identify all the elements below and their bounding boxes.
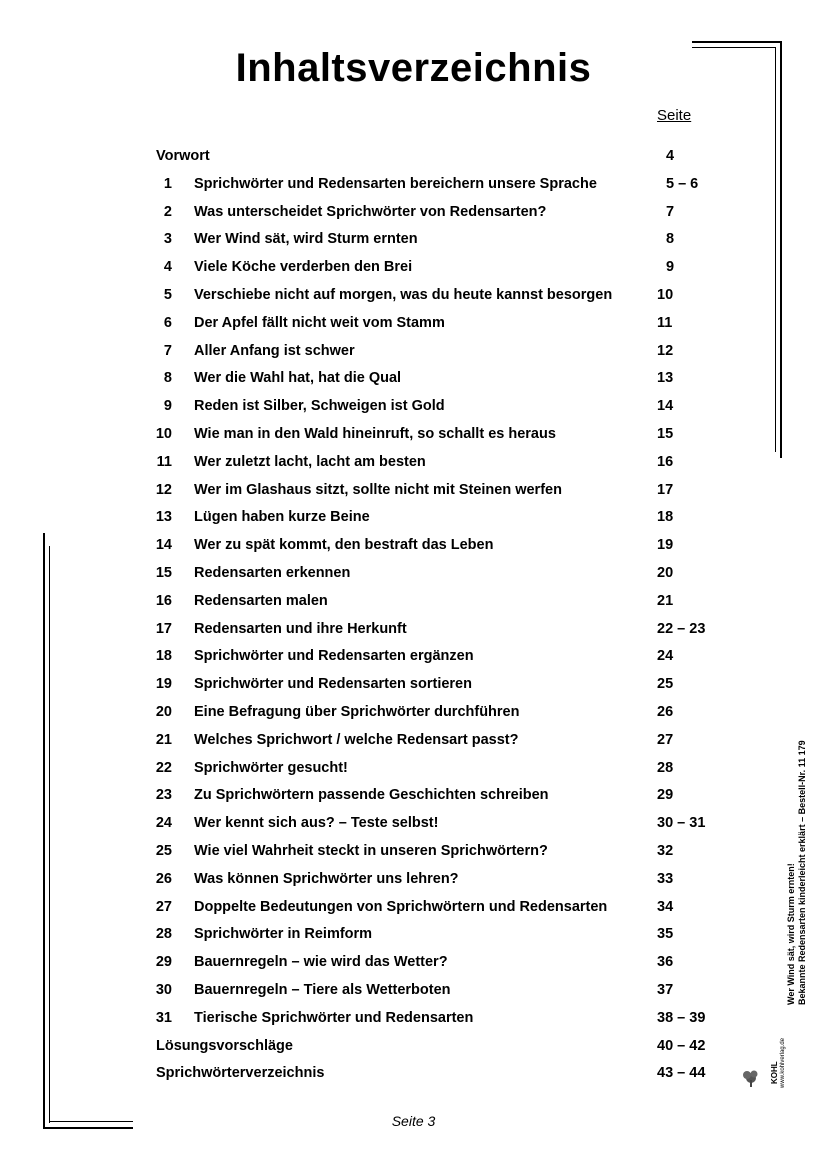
toc-entry-number: 10 — [155, 426, 172, 442]
toc-entry-number: 2 — [163, 203, 172, 220]
toc-entry-number: 6 — [163, 314, 172, 331]
frame-top-line-outer — [692, 41, 782, 43]
toc-entry-number: 16 — [155, 592, 172, 609]
toc-entry-number: 3 — [163, 231, 172, 248]
toc-entry-label: Zu Sprichwörtern passende Geschichten schreiben — [194, 787, 549, 804]
toc-entry-number: 11 — [156, 453, 172, 470]
toc-entry-number: 26 — [155, 870, 172, 887]
toc-entry — [0, 509, 827, 529]
toc-entry-page: 34 — [657, 898, 674, 915]
toc-entry-page: 26 — [657, 704, 674, 720]
publisher-url: www.kohlverlag.de — [780, 1037, 786, 1088]
toc-entry-label: Wer zuletzt lacht, lacht am besten — [194, 453, 426, 470]
toc-entry-label: Wie man in den Wald hineinruft, so schallt es heraus — [194, 426, 556, 442]
toc-entry-page: 17 — [657, 481, 674, 498]
toc-entry-page: 32 — [657, 843, 674, 859]
toc-entry-number: 17 — [155, 620, 172, 637]
toc-entry-number: 1 — [163, 175, 172, 192]
toc-entry — [0, 315, 827, 335]
toc-entry — [0, 231, 827, 251]
toc-entry-label: Sprichwörter in Reimform — [194, 926, 373, 943]
toc-entry — [0, 343, 827, 363]
toc-entry-page: 38 – 39 — [657, 1009, 706, 1026]
toc-entry-label: Doppelte Bedeutungen von Sprichwörtern und Redensarten — [194, 898, 608, 915]
toc-entry-number: 19 — [155, 676, 172, 693]
toc-entry-label: Wer die Wahl hat, hat die Qual — [194, 370, 402, 387]
toc-entry-page: 14 — [657, 398, 674, 415]
toc-entry-label: Wer kennt sich aus? – Teste selbst! — [194, 815, 439, 832]
toc-entry — [0, 704, 827, 724]
toc-entry-label: Vorwort — [156, 148, 210, 164]
toc-entry-page: 37 — [657, 982, 674, 998]
toc-entry-page: 9 — [666, 259, 675, 276]
page-number-footer: Seite 3 — [391, 1113, 436, 1129]
publisher-name: KOHL — [770, 1061, 779, 1084]
toc-entry-page: 8 — [666, 231, 675, 248]
toc-entry-number: 27 — [155, 898, 172, 915]
toc-entry-page: 24 — [657, 648, 674, 665]
toc-entry-page: 11 — [657, 314, 673, 331]
toc-entry-number: 15 — [155, 565, 172, 581]
toc-entry — [0, 982, 827, 1002]
toc-entry-number: 18 — [155, 648, 172, 665]
toc-entry-number: 12 — [155, 481, 172, 498]
toc-entry-page: 35 — [657, 926, 674, 943]
toc-entry-label: Sprichwörter und Redensarten bereichern unsere Sprache — [194, 175, 597, 192]
frame-top-line-inner — [692, 47, 776, 48]
toc-entry — [0, 426, 827, 446]
toc-entry — [0, 621, 827, 641]
toc-entry-page: 40 – 42 — [657, 1037, 706, 1054]
toc-entry-label: Wer Wind sät, wird Sturm ernten — [194, 231, 418, 248]
toc-entry — [0, 565, 827, 585]
toc-entry-page: 18 — [657, 509, 674, 526]
toc-entry-label: Tierische Sprichwörter und Redensarten — [194, 1009, 474, 1026]
toc-entry — [0, 259, 827, 279]
toc-entry — [0, 398, 827, 418]
toc-entry-number: 8 — [163, 370, 172, 387]
toc-entry-page: 5 – 6 — [666, 175, 699, 192]
toc-entry — [0, 370, 827, 390]
toc-entry — [0, 899, 827, 919]
toc-entry — [0, 287, 827, 307]
toc-entry-number: 5 — [163, 287, 172, 303]
toc-entry-label: Redensarten malen — [194, 592, 328, 609]
toc-entry-page: 15 — [657, 426, 674, 442]
toc-entry-page: 7 — [666, 203, 675, 220]
toc-entry-number: 20 — [155, 704, 172, 720]
toc-entry — [0, 954, 827, 974]
toc-entry-number: 14 — [155, 537, 172, 554]
toc-entry — [0, 1038, 827, 1058]
toc-entry-page: 36 — [657, 954, 674, 971]
toc-entry-page: 27 — [657, 731, 674, 748]
toc-entry-number: 28 — [155, 926, 172, 943]
toc-entry-page: 33 — [657, 870, 674, 887]
toc-entry-number: 30 — [155, 982, 172, 998]
toc-entry — [0, 482, 827, 502]
toc-entry-number: 21 — [155, 731, 172, 748]
toc-entry — [0, 593, 827, 613]
toc-entry — [0, 787, 827, 807]
toc-entry-page: 43 – 44 — [657, 1065, 706, 1082]
frame-left-line-inner — [49, 546, 50, 1123]
toc-entry-label: Wie viel Wahrheit steckt in unseren Sprichwörtern? — [194, 843, 548, 859]
toc-entry — [0, 815, 827, 835]
toc-entry-number: 13 — [155, 509, 172, 526]
toc-entry-page: 28 — [657, 759, 674, 776]
toc-entry — [0, 1065, 827, 1085]
toc-entry-number: 25 — [155, 843, 172, 859]
publisher-logo — [742, 1020, 786, 1090]
toc-entry-number: 4 — [163, 259, 172, 276]
toc-entry-number: 7 — [163, 342, 172, 359]
frame-right-line-outer — [780, 41, 782, 458]
toc-entry-label: Der Apfel fällt nicht weit vom Stamm — [194, 314, 445, 331]
toc-entry — [0, 537, 827, 557]
toc-entry-number: 31 — [155, 1009, 172, 1026]
side-book-subtitle: Bekannte Redensarten kinderleicht erklärt – Bestell-Nr. 11 179 — [797, 740, 807, 1005]
toc-entry-label: Verschiebe nicht auf morgen, was du heute kannst besorgen — [194, 287, 613, 303]
toc-entry-label: Was können Sprichwörter uns lehren? — [194, 870, 459, 887]
toc-entry — [0, 176, 827, 196]
toc-entry — [0, 648, 827, 668]
toc-entry-number: 9 — [163, 398, 172, 415]
toc-entry-label: Bauernregeln – wie wird das Wetter? — [194, 954, 448, 971]
toc-entry-label: Wer zu spät kommt, den bestraft das Leben — [194, 537, 494, 554]
page-title: Inhaltsverzeichnis — [235, 46, 592, 90]
toc-entry-page: 30 – 31 — [657, 815, 706, 832]
toc-entry-label: Wer im Glashaus sitzt, sollte nicht mit Steinen werfen — [194, 481, 562, 498]
toc-entry-label: Sprichwörter und Redensarten sortieren — [194, 676, 472, 693]
toc-entry-label: Lügen haben kurze Beine — [194, 509, 370, 526]
toc-entry — [0, 454, 827, 474]
toc-entry-label: Sprichwörter gesucht! — [194, 759, 348, 776]
toc-entry-label: Sprichwörter und Redensarten ergänzen — [194, 648, 474, 665]
frame-right-line-inner — [775, 47, 776, 452]
toc-entry-page: 13 — [657, 370, 674, 387]
toc-entry-label: Reden ist Silber, Schweigen ist Gold — [194, 398, 445, 415]
toc-entry-page: 19 — [657, 537, 674, 554]
toc-entry — [0, 760, 827, 780]
toc-entry-number: 29 — [155, 954, 172, 971]
toc-entry — [0, 676, 827, 696]
side-book-title: Wer Wind sät, wird Sturm ernten! — [786, 863, 796, 1005]
toc-entry-page: 29 — [657, 787, 674, 804]
toc-entry-label: Viele Köche verderben den Brei — [194, 259, 413, 276]
toc-entry — [0, 204, 827, 224]
toc-entry — [0, 732, 827, 752]
toc-entry-label: Bauernregeln – Tiere als Wetterboten — [194, 982, 451, 998]
toc-entry-number: 24 — [155, 815, 172, 832]
toc-entry-page: 20 — [657, 565, 674, 581]
toc-entry-label: Aller Anfang ist schwer — [194, 342, 355, 359]
toc-entry-page: 25 — [657, 676, 674, 693]
toc-entry-label: Welches Sprichwort / welche Redensart passt? — [194, 731, 519, 748]
toc-entry-label: Was unterscheidet Sprichwörter von Redensarten? — [194, 203, 547, 220]
toc-entry — [0, 871, 827, 891]
toc-entry-page: 16 — [657, 453, 674, 470]
toc-entry-page: 21 — [657, 592, 674, 609]
side-book-info — [786, 740, 808, 1005]
toc-entry-page: 10 — [657, 287, 674, 303]
toc-entry-number: 23 — [155, 787, 172, 804]
toc-entry-page: 22 – 23 — [657, 620, 706, 637]
toc-entry-label: Redensarten und ihre Herkunft — [194, 620, 407, 637]
page-column-header: Seite — [657, 107, 692, 124]
toc-entry-label: Sprichwörterverzeichnis — [156, 1065, 325, 1082]
toc-entry — [0, 843, 827, 863]
frame-left-line-outer — [43, 533, 45, 1129]
toc-entry-label: Lösungsvorschläge — [156, 1037, 293, 1054]
toc-entry-label: Eine Befragung über Sprichwörter durchführen — [194, 704, 520, 720]
toc-entry — [0, 926, 827, 946]
toc-entry — [0, 1010, 827, 1030]
toc-entry-number: 22 — [155, 759, 172, 776]
toc-entry — [0, 148, 827, 168]
toc-entry-page: 4 — [666, 148, 675, 164]
toc-entry-page: 12 — [657, 342, 674, 359]
toc-entry-label: Redensarten erkennen — [194, 565, 351, 581]
